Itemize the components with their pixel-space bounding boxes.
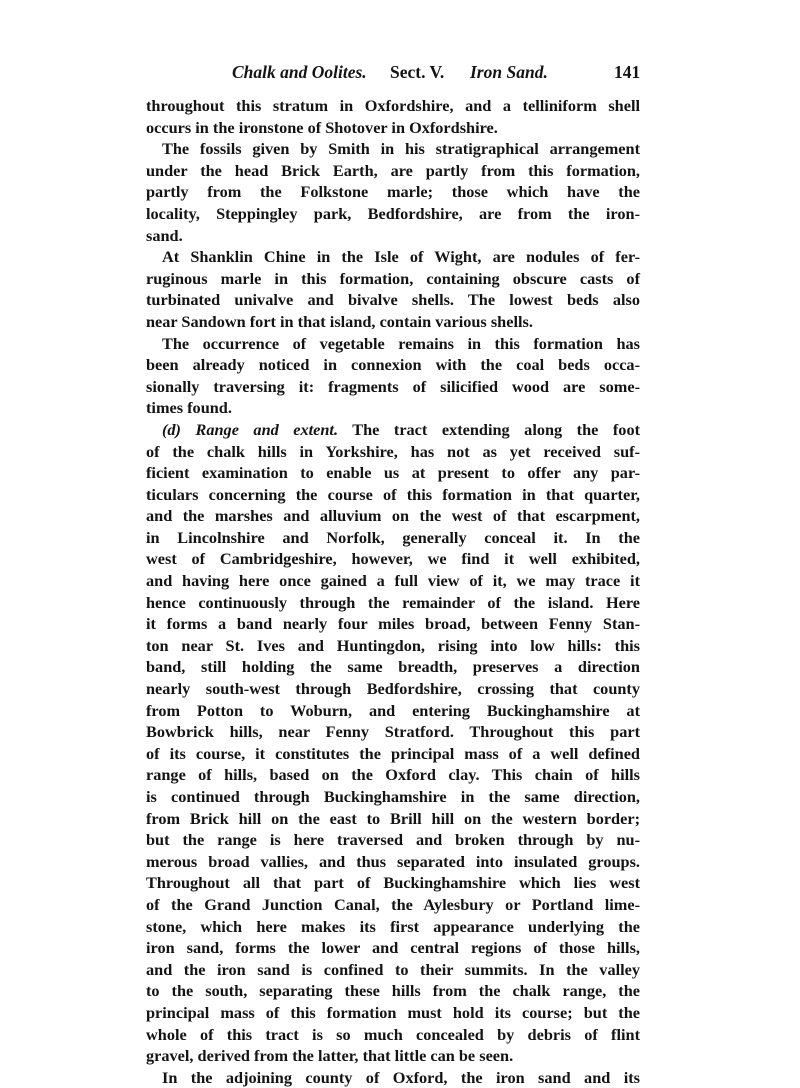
text-line: occurs in the ironstone of Shotover in Oxfordshire. xyxy=(146,117,498,137)
text-line: times found. xyxy=(146,398,232,418)
text-line: stone, which here makes its first appearance underlying the xyxy=(146,916,640,936)
text-line: from Potton to Woburn, and entering Buckinghamshire at xyxy=(146,700,640,720)
text-line: At Shanklin Chine in the Isle of Wight, are nodules of fer- xyxy=(162,247,640,267)
text-line: gravel, derived from the latter, that little can be seen. xyxy=(146,1046,514,1066)
text-line: under the head Brick Earth, are partly from this formation, xyxy=(146,160,640,180)
text-line: of the Grand Junction Canal, the Aylesbury or Portland lime- xyxy=(146,894,640,914)
running-head-title: Chalk and Oolites. xyxy=(232,62,367,82)
text-line: iron sand, forms the lower and central regions of those hills, xyxy=(146,938,640,958)
text-line: The occurrence of vegetable remains in this formation has xyxy=(162,333,640,353)
text-line: west of Cambridgeshire, however, we find it well exhibited, xyxy=(146,549,640,569)
text-line: and having here once gained a full view of it, we may trace it xyxy=(146,571,640,591)
text-line: but the range is here traversed and broken through by nu- xyxy=(146,830,640,850)
text-line: Throughout all that part of Buckinghamshire which lies west xyxy=(146,873,640,893)
range-heading-line xyxy=(146,419,640,441)
text-line: range of hills, based on the Oxford clay. This chain of hills xyxy=(146,765,640,785)
text-line: nearly south-west through Bedfordshire, crossing that county xyxy=(146,679,640,699)
text-line: ticulars concerning the course of this formation in that quarter, xyxy=(146,484,640,504)
running-head-section: Sect. V. xyxy=(390,62,445,82)
text-line: hence continuously through the remainder of the island. Here xyxy=(146,592,640,612)
page-number: 141 xyxy=(614,62,641,82)
section-label: (d) xyxy=(162,419,181,439)
text-line: ruginous marle in this formation, containing obscure casts of xyxy=(146,268,640,288)
section-heading: Range and extent. xyxy=(195,419,339,439)
text-line: Bowbrick hills, near Fenny Stratford. Throughout this part xyxy=(146,722,640,742)
text-line: it forms a band nearly four miles broad, between Fenny Stan- xyxy=(146,614,640,634)
text-line: to the south, separating these hills from the chalk range, the xyxy=(146,981,640,1001)
text-line: and the iron sand is confined to their summits. In the valley xyxy=(146,959,640,979)
text-line: locality, Steppingley park, Bedfordshire, are from the iron- xyxy=(146,203,640,223)
text-line: throughout this stratum in Oxfordshire, and a telliniform shell xyxy=(146,96,640,115)
text-line: of the chalk hills in Yorkshire, has not as yet received suf- xyxy=(146,441,640,461)
text-line: In the adjoining county of Oxford, the iron sand and its xyxy=(162,1067,640,1087)
running-head-subject: Iron Sand. xyxy=(470,62,548,82)
text-line: is continued through Buckinghamshire in the same direction, xyxy=(146,787,640,806)
text-line: principal mass of this formation must hold its course; but the xyxy=(146,1002,640,1022)
text-line: partly from the Folkstone marle; those which have the xyxy=(146,182,640,202)
text-line: of its course, it constitutes the principal mass of a well defined xyxy=(146,743,640,763)
text-line: The fossils given by Smith in his stratigraphical arrangement xyxy=(162,139,640,159)
text-line: merous broad vallies, and thus separated into insulated groups. xyxy=(146,851,640,871)
text-line: band, still holding the same breadth, preserves a direction xyxy=(146,657,640,677)
text-line: whole of this tract is so much concealed by debris of flint xyxy=(146,1024,640,1044)
running-head xyxy=(150,62,650,86)
text-line: from Brick hill on the east to Brill hill on the western border; xyxy=(146,808,640,828)
text-line: and the marshes and alluvium on the west of that escarpment, xyxy=(146,506,640,526)
text-fragment: The tract extending along the foot xyxy=(352,419,641,439)
text-line: in Lincolnshire and Norfolk, generally conceal it. In the xyxy=(146,527,640,547)
text-line: ficient examination to enable us at present to offer any par- xyxy=(146,463,640,483)
text-line: ton near St. Ives and Huntingdon, rising into low hills: this xyxy=(146,635,640,655)
text-line: been already noticed in connexion with the coal beds occa- xyxy=(146,355,640,375)
text-line: near Sandown fort in that island, contain various shells. xyxy=(146,311,533,331)
text-line: turbinated univalve and bivalve shells. The lowest beds also xyxy=(146,290,640,310)
text-line: sand. xyxy=(146,225,183,245)
body-text xyxy=(146,95,640,1088)
text-line: sionally traversing it: fragments of silicified wood are some- xyxy=(146,376,640,396)
